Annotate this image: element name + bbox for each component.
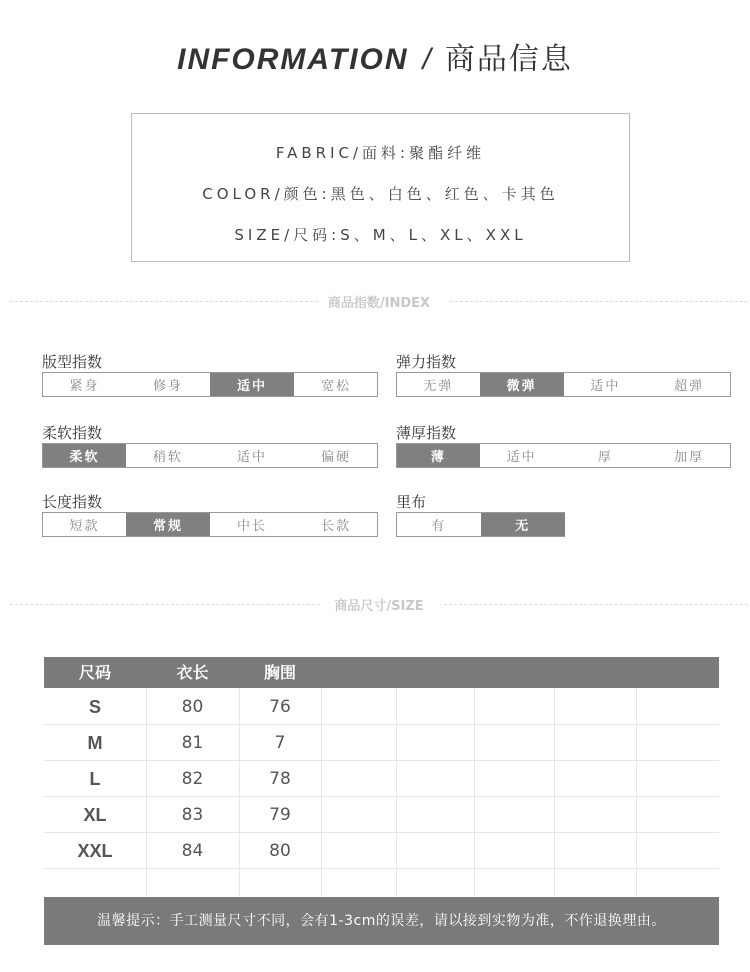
title-separator: / bbox=[422, 43, 431, 76]
index-option-selected: 薄 bbox=[397, 444, 480, 467]
index-scale bbox=[42, 512, 378, 537]
index-option: 适中 bbox=[236, 450, 267, 465]
divider-line-right bbox=[450, 301, 748, 302]
index-option: 加厚 bbox=[674, 450, 705, 465]
size-divider-label: 商品尺寸/SIZE bbox=[334, 599, 424, 614]
length-cell: 83 bbox=[181, 805, 204, 825]
table-row bbox=[44, 761, 719, 797]
size-cell: M bbox=[87, 733, 103, 753]
size-cell: L bbox=[89, 769, 101, 789]
index-softness bbox=[42, 423, 378, 470]
header-chest: 胸围 bbox=[263, 663, 296, 682]
header-length: 衣长 bbox=[176, 663, 209, 682]
index-option: 偏硬 bbox=[320, 450, 351, 465]
size-table-header bbox=[44, 657, 719, 688]
index-option: 短款 bbox=[69, 519, 100, 534]
index-scale bbox=[396, 512, 565, 537]
table-row bbox=[44, 833, 719, 869]
chest-cell: 76 bbox=[269, 697, 291, 717]
size-cell: XXL bbox=[77, 841, 113, 861]
index-option: 无弹 bbox=[423, 379, 454, 394]
index-title: 版型指数 bbox=[42, 353, 103, 371]
index-option: 中长 bbox=[236, 519, 267, 534]
length-cell: 84 bbox=[181, 841, 204, 861]
chest-cell: 79 bbox=[269, 805, 291, 825]
index-option: 适中 bbox=[506, 450, 537, 465]
length-cell: 82 bbox=[181, 769, 204, 789]
header-size: 尺码 bbox=[78, 663, 111, 682]
index-option-selected: 柔软 bbox=[43, 444, 126, 467]
index-thickness bbox=[396, 423, 731, 470]
index-option-selected: 无 bbox=[481, 513, 566, 536]
color-line: COLOR/颜色:黑色、白色、红色、卡其色 bbox=[202, 185, 559, 203]
table-row bbox=[44, 689, 719, 725]
index-elasticity bbox=[396, 352, 731, 399]
page-title bbox=[0, 34, 750, 78]
title-chinese: 商品信息 bbox=[444, 42, 573, 77]
index-scale bbox=[42, 372, 378, 397]
index-title: 柔软指数 bbox=[42, 424, 103, 442]
index-fit bbox=[42, 352, 378, 399]
index-option: 修身 bbox=[152, 379, 183, 394]
info-box bbox=[131, 113, 630, 262]
fabric-line: FABRIC/面料:聚酯纤维 bbox=[275, 144, 486, 162]
size-cell: XL bbox=[83, 805, 107, 825]
index-scale bbox=[396, 372, 731, 397]
index-option: 厚 bbox=[597, 450, 613, 465]
index-title: 长度指数 bbox=[42, 493, 103, 511]
chest-cell: 80 bbox=[269, 841, 291, 861]
index-title: 弹力指数 bbox=[396, 353, 457, 371]
index-length bbox=[42, 492, 378, 539]
index-lining bbox=[396, 492, 565, 539]
size-cell: S bbox=[88, 697, 101, 717]
divider-line-right bbox=[444, 604, 748, 605]
title-english: INFORMATION bbox=[177, 43, 409, 76]
index-option: 稍软 bbox=[152, 450, 183, 465]
index-title: 薄厚指数 bbox=[396, 424, 457, 442]
index-option-selected: 微弹 bbox=[480, 373, 564, 396]
size-tip: 温馨提示：手工测量尺寸不同，会有1-3cm的误差，请以接到实物为准，不作退换理由。 bbox=[44, 897, 719, 945]
index-option: 宽松 bbox=[320, 379, 351, 394]
chest-cell: 78 bbox=[269, 769, 291, 789]
index-title: 里布 bbox=[396, 493, 427, 511]
index-option: 长款 bbox=[320, 519, 351, 534]
index-option: 紧身 bbox=[69, 379, 100, 394]
index-option-selected: 适中 bbox=[210, 373, 294, 396]
table-row bbox=[44, 797, 719, 833]
index-divider-label: 商品指数/INDEX bbox=[327, 296, 431, 311]
length-cell: 80 bbox=[181, 697, 204, 717]
index-scale bbox=[396, 443, 731, 468]
index-option-selected: 常规 bbox=[126, 513, 210, 536]
length-cell: 81 bbox=[181, 733, 204, 753]
index-option: 有 bbox=[431, 519, 447, 534]
size-line: SIZE/尺码:S、M、L、XL、XXL bbox=[234, 226, 527, 244]
table-row bbox=[44, 725, 719, 761]
index-divider bbox=[10, 291, 748, 311]
index-option: 适中 bbox=[590, 379, 621, 394]
size-divider bbox=[10, 594, 748, 614]
size-table bbox=[44, 657, 719, 945]
chest-cell: 7 bbox=[274, 733, 286, 753]
index-scale bbox=[42, 443, 378, 468]
index-option: 超弹 bbox=[674, 379, 705, 394]
